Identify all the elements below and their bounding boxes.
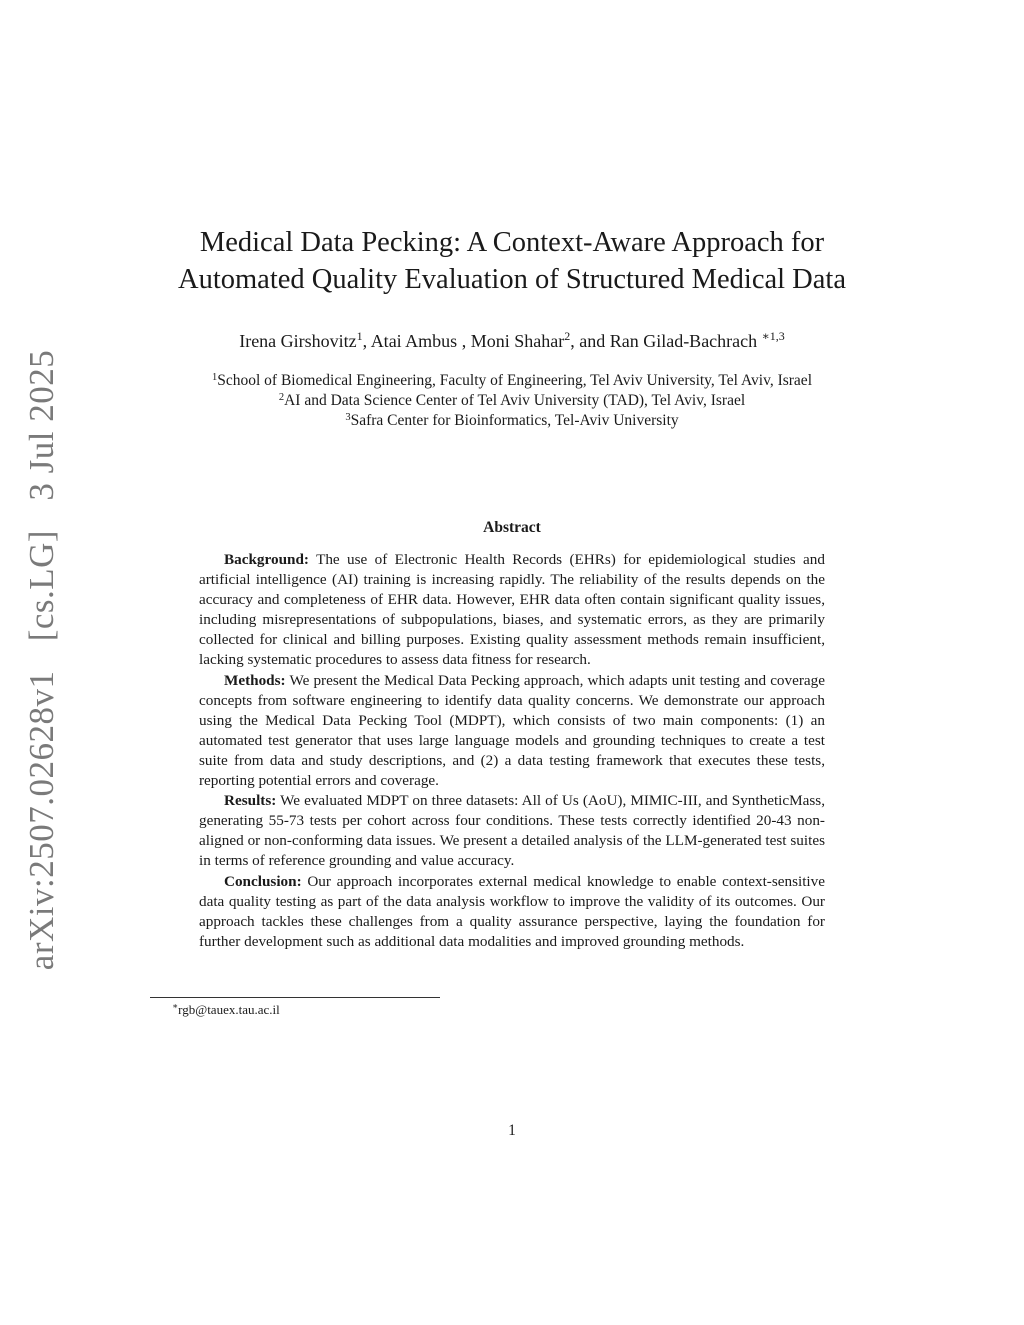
title-line-2: Automated Quality Evaluation of Structured Medical Data: [178, 264, 846, 295]
affiliation-line: $^3$Safra Center for Bioinformatics, Tel-Aviv University: [345, 412, 679, 429]
author-name: Irena Girshovitz: [239, 331, 357, 351]
affiliation-line: $^2$AI and Data Science Center of Tel Aviv University (TAD), Tel Aviv, Israel: [278, 392, 746, 409]
page-number: 1: [508, 1122, 516, 1139]
author-list: Irena Girshovitz$^1$, Atai Ambus , Moni Shahar$^2$, and Ran Gilad-Bachrach $^{∗1,3}$: [239, 329, 785, 351]
section-label: Background:: [224, 551, 309, 568]
author-affil-mark: ∗1,3: [761, 329, 785, 343]
contact-email: rgb@tauex.tau.ac.il: [178, 1002, 280, 1017]
author-affil-mark: 2: [564, 329, 571, 343]
abstract-paragraph-results: Results: We evaluated MDPT on three datasets: All of Us (AoU), MIMIC-III, and SyntheticMass, generating 55-73 tests per cohort across four conditions. These tests correctly identified 20-43 non-aligned or non-conforming data issues. We present a detailed analysis of the LLM-generated test suites in terms of reference grounding and value accuracy.: [199, 792, 825, 870]
author-name: Moni Shahar: [470, 331, 565, 351]
author-name: Atai Ambus: [370, 331, 462, 351]
affiliation-line: $^1$School of Biomedical Engineering, Faculty of Engineering, Tel Aviv University, Tel Aviv, Israel: [212, 372, 812, 389]
footnote: [172, 1001, 280, 1018]
paper-title: [150, 224, 874, 298]
arxiv-category: [cs.LG]: [22, 529, 61, 642]
author-name: Ran Gilad-Bachrach: [609, 331, 762, 351]
section-label: Results:: [224, 792, 277, 810]
abstract-heading: Abstract: [483, 519, 541, 536]
arxiv-date: 3 Jul 2025: [22, 349, 61, 501]
abstract-paragraph-background: Background: The use of Electronic Health Records (EHRs) for epidemiological studies and artificial intelligence (AI) training is increasing rapidly. The reliability of the results depends on the accuracy and completeness of EHR data. However, EHR data often contain significant quality issues, including misrepresentations of subpopulations, biases, and systematic errors, as they are primarily collected for clinical and billing purposes. Existing quality assessment methods remain insufficient, lacking systematic procedures to assess data fitness for research.: [199, 551, 825, 669]
footnote-mark: ∗: [172, 1001, 179, 1011]
section-label: Conclusion:: [224, 872, 302, 890]
abstract-paragraph-conclusion: Conclusion: Our approach incorporates external medical knowledge to enable context-sensitive data quality testing as part of the data analysis workflow to improve the validity of its outcomes. Our approach tackles these challenges from a quality assurance perspective, laying the foundation for further development such as additional data modalities and improved grounding methods.: [199, 872, 825, 950]
footnote-divider: [150, 997, 440, 998]
abstract-body: [199, 550, 825, 952]
author-affil-mark: 1: [356, 329, 363, 343]
title-line-1: Medical Data Pecking: A Context-Aware Approach for: [199, 227, 825, 258]
arxiv-id: arXiv:2507.02628v1: [22, 670, 61, 971]
abstract-paragraph-methods: Methods: We present the Medical Data Pecking approach, which adapts unit testing and coverage concepts from software engineering to identify data quality concerns. We demonstrate our approach using the Medical Data Pecking Tool (MDPT), which consists of two main components: (1) an automated test generator that uses large language models and grounding techniques to create a test suite from data and study descriptions, and (2) a data testing framework that executes these tests, reporting potential errors and coverage.: [199, 671, 825, 790]
section-label: Methods:: [224, 671, 286, 689]
affiliation-list: [150, 371, 874, 431]
arxiv-identifier-stamp: [22, 350, 62, 970]
